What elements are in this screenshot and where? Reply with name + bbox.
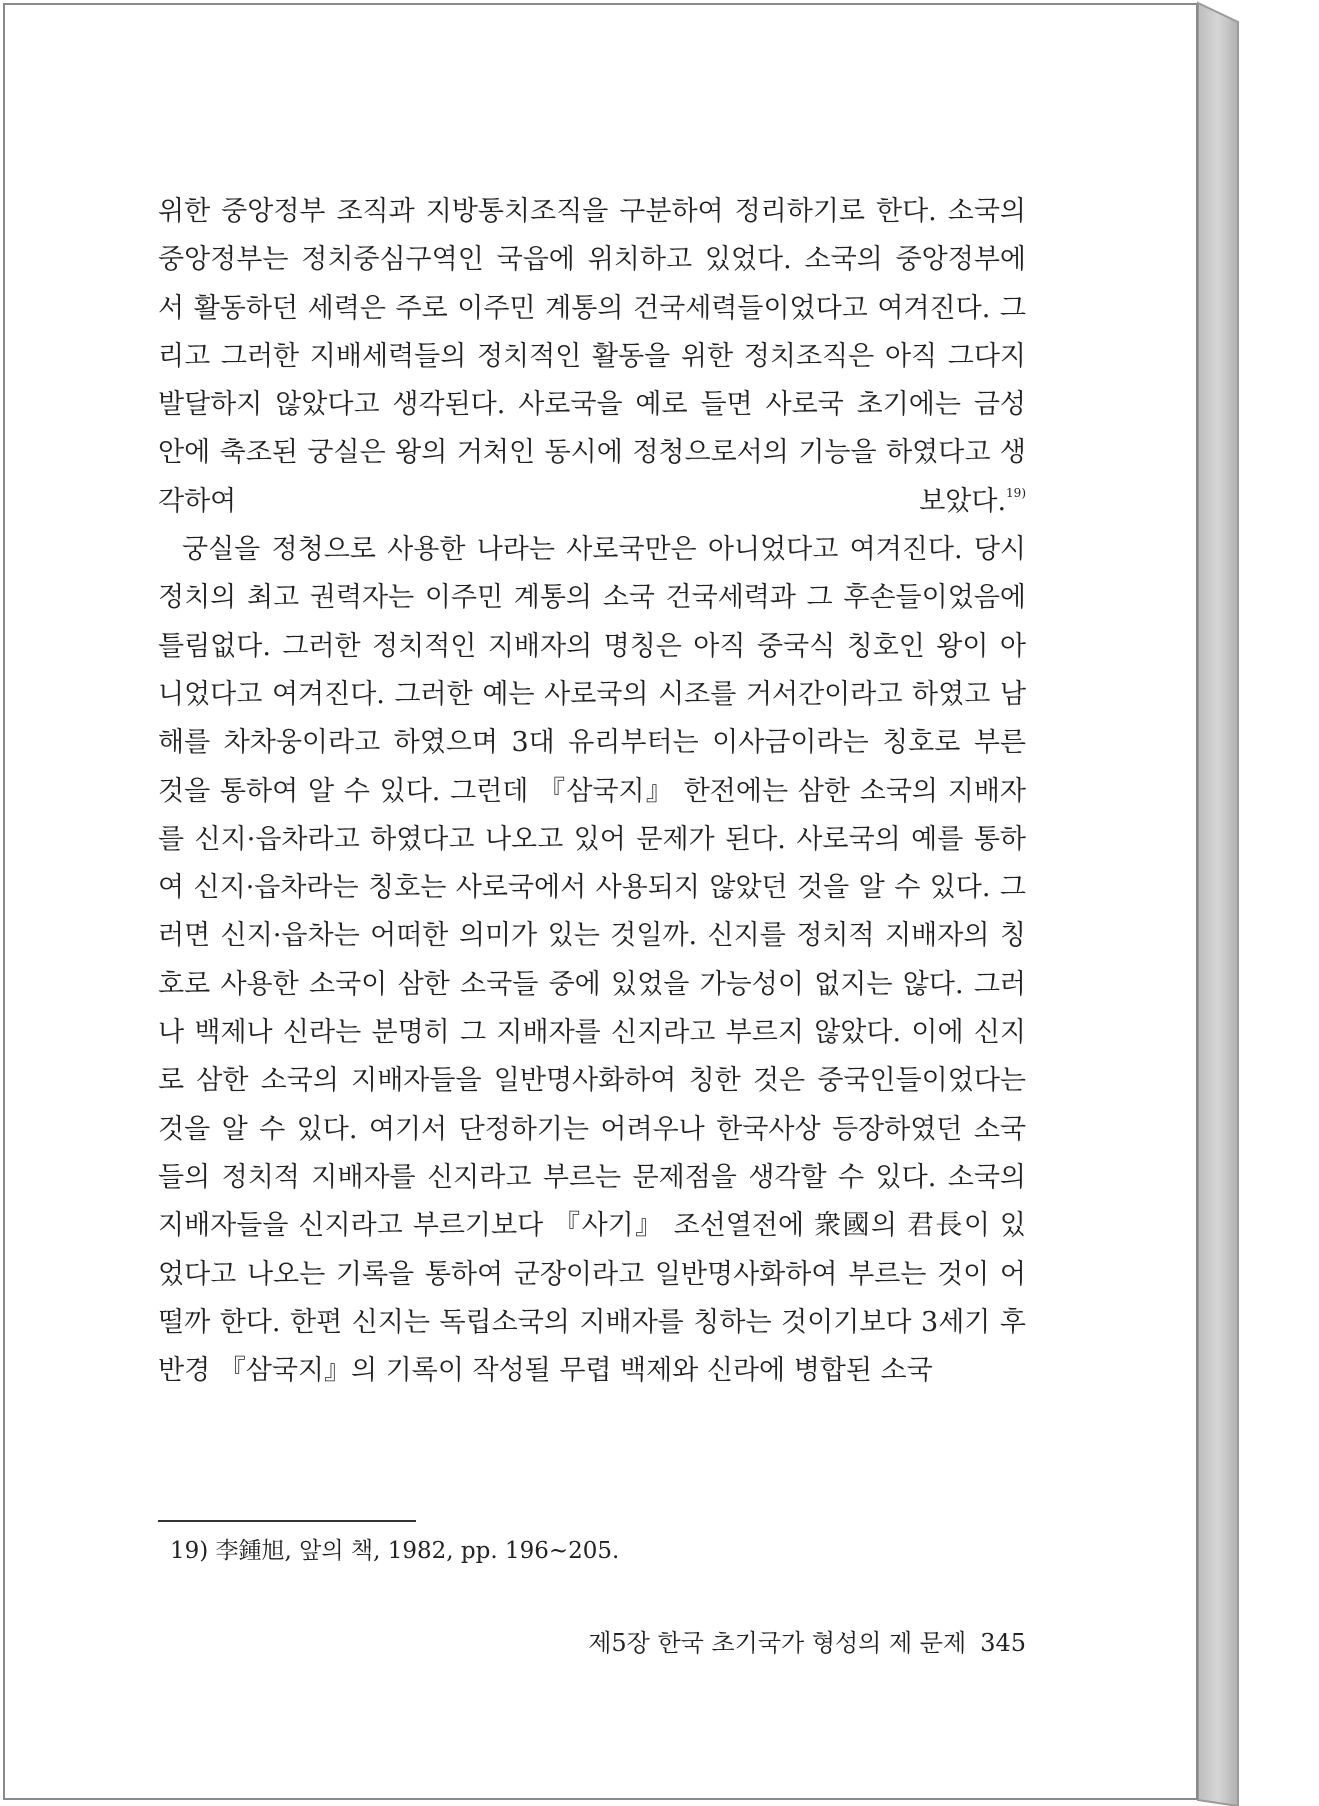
paragraph-1-text: 위한 중앙정부 조직과 지방통치조직을 구분하여 정리하기로 한다. 소국의 중앙정부는 정치중심구역인 국읍에 위치하고 있었다. 소국의 중앙정부에서 활동하던 세력은 주로 이주민 계통의 건국세력들이었다고 여겨진다. 그리고 그러한 지배세력들의 정치적인 활동을 위한 정치조직은 아직 그다지 발달하지 않았다고 생각된다. 사로국을 예로 들면 사로국 초기에는 금성 안에 축조된 궁실은 왕의 거처인 동시에 정청으로서의 기능을 하였다고 생각하여 보았다. <box>158 196 1026 517</box>
footnote-divider <box>158 1520 416 1522</box>
running-footer <box>588 1628 1026 1658</box>
main-text <box>158 188 1026 1395</box>
chapter-title: 제5장 한국 초기국가 형성의 제 문제 <box>588 1629 967 1657</box>
paragraph-2: 궁실을 정청으로 사용한 나라는 사로국만은 아니었다고 여겨진다. 당시 정치의 최고 권력자는 이주민 계통의 소국 건국세력과 그 후손들이었음에 틀림없다. 그러한 정치적인 지배자의 명칭은 아직 중국식 칭호인 왕이 아니었다고 여겨진다. 그러한 예는 사로국의 시조를 거서간이라고 하였고 남해를 차차웅이라고 하였으며 3대 유리부터는 이사금이라는 칭호로 부른 것을 통하여 알 수 있다. 그런데 『삼국지』 한전에는 삼한 소국의 지배자를 신지·읍차라고 하였다고 나오고 있어 문제가 된다. 사로국의 예를 통하여 신지·읍차라는 칭호는 사로국에서 사용되지 않았던 것을 알 수 있다. 그러면 신지·읍차는 어떠한 의미가 있는 것일까. 신지를 정치적 지배자의 칭호로 사용한 소국이 삼한 소국들 중에 있었을 가능성이 없지는 않다. 그러나 백제나 신라는 분명히 그 지배자를 신지라고 부르지 않았다. 이에 신지로 삼한 소국의 지배자들을 일반명사화하여 칭한 것은 중국인들이었다는 것을 알 수 있다. 여기서 단정하기는 어려우나 한국사상 등장하였던 소국들의 정치적 지배자를 신지라고 부르는 문제점을 생각할 수 있다. 소국의 지배자들을 신지라고 부르기보다 『사기』 조선열전에 衆國의 君長이 있었다고 나오는 기록을 통하여 군장이라고 일반명사화하여 부르는 것이 어떨까 한다. 한편 신지는 독립소국의 지배자를 칭하는 것이기보다 3세기 후반경 『삼국지』의 기록이 작성될 무렵 백제와 신라에 병합된 소국 <box>158 534 1026 1387</box>
footnote-reference-19: 19) <box>1006 485 1026 500</box>
paragraph-1 <box>158 188 1026 526</box>
footnote-19: 19) 李鍾旭, 앞의 책, 1982, pp. 196~205. <box>170 1538 620 1564</box>
page-number: 345 <box>980 1629 1026 1657</box>
